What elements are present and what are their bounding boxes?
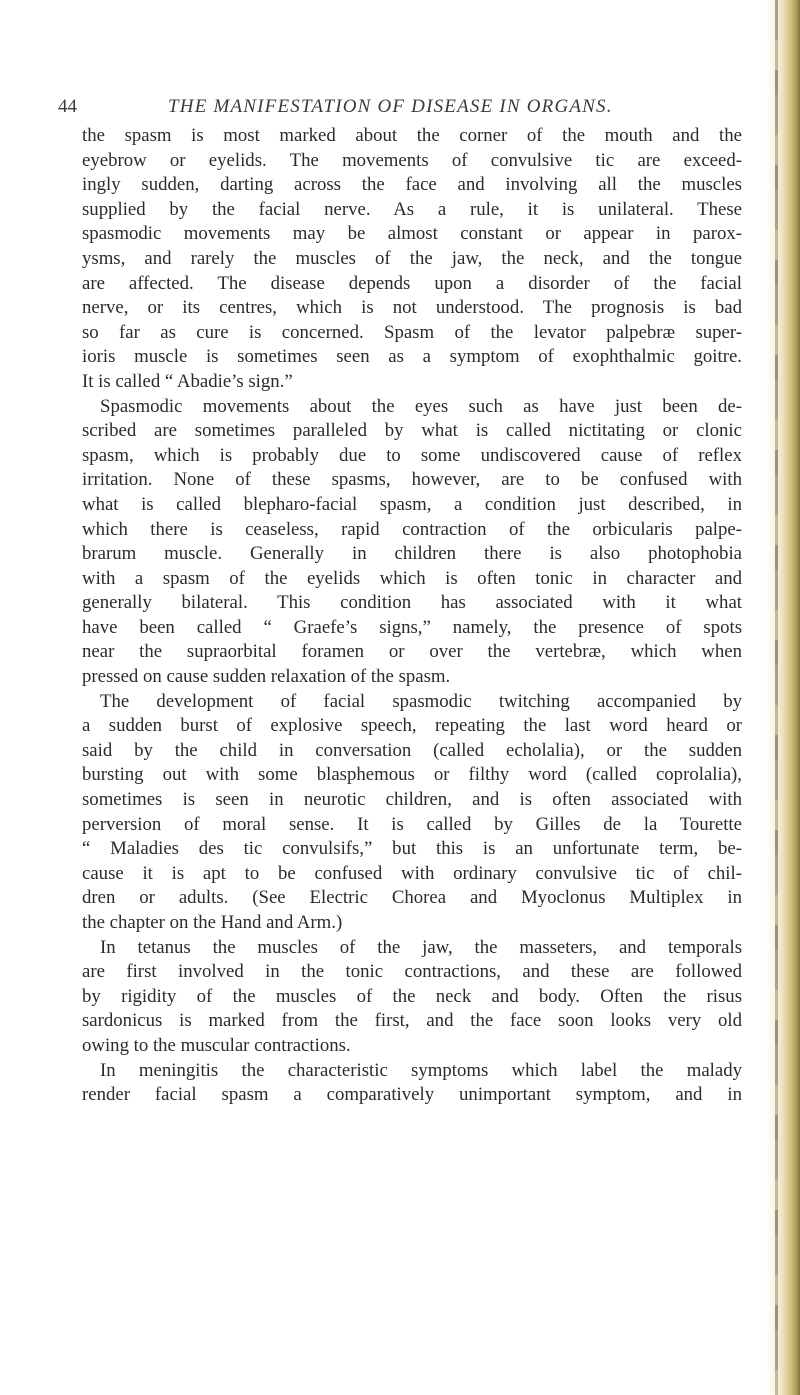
- text-line: the chapter on the Hand and Arm.): [82, 912, 343, 933]
- text-line: so far as cure is concerned. Spasm of the levator palpebræ super-: [82, 321, 742, 343]
- text-line: “ Maladies des tic convulsifs,” but this is an unfortunate term, be-: [82, 838, 742, 860]
- text-line: ioris muscle is sometimes seen as a symptom of exophthalmic goitre.: [82, 346, 742, 368]
- text-line: eyebrow or eyelids. The movements of convulsive tic are exceed-: [82, 149, 742, 171]
- page-number: 44: [58, 96, 77, 117]
- text-line: owing to the muscular contractions.: [82, 1034, 351, 1056]
- binding-shadow: [775, 0, 778, 1395]
- text-line: which there is ceaseless, rapid contraction of the orbicularis palpe-: [82, 518, 742, 540]
- text-line: pressed on cause sudden relaxation of the spasm.: [82, 666, 451, 688]
- text-line: a sudden burst of explosive speech, repeating the last word heard or: [82, 715, 742, 737]
- text-line: dren or adults. (See Electric Chorea and Myoclonus Multiplex in: [82, 887, 742, 909]
- text-line: spasmodic movements may be almost constant or appear in parox-: [82, 223, 742, 245]
- text-line: brarum muscle. Generally in children there is also photophobia: [82, 543, 742, 565]
- text-line: are first involved in the tonic contractions, and these are followed: [82, 961, 742, 983]
- running-head: THE MANIFESTATION OF DISEASE IN ORGANS.: [168, 96, 613, 117]
- text-line: Spasmodic movements about the eyes such as have just been de-: [100, 395, 742, 417]
- page-header: [58, 96, 748, 126]
- text-line: the spasm is most marked about the corner of the mouth and the: [82, 125, 742, 146]
- text-line: sometimes is seen in neurotic children, and is often associated with: [82, 789, 742, 811]
- text-line: by rigidity of the muscles of the neck and body. Often the risus: [82, 985, 742, 1007]
- text-line: In tetanus the muscles of the jaw, the masseters, and temporals: [100, 936, 742, 958]
- text-line: The development of facial spasmodic twitching accompanied by: [100, 690, 742, 712]
- text-line: ysms, and rarely the muscles of the jaw, the neck, and the tongue: [82, 247, 742, 269]
- book-binding-edge: [766, 0, 800, 1395]
- text-line: said by the child in conversation (called echolalia), or the sudden: [82, 739, 742, 761]
- text-line: cause it is apt to be confused with ordinary convulsive tic of chil-: [82, 862, 742, 884]
- text-line: generally bilateral. This condition has associated with it what: [82, 592, 742, 614]
- text-line: are affected. The disease depends upon a disorder of the facial: [82, 272, 742, 294]
- text-line: irritation. None of these spasms, however, are to be confused with: [82, 469, 742, 491]
- text-line: nerve, or its centres, which is not understood. The prognosis is bad: [82, 297, 742, 319]
- text-line: near the supraorbital foramen or over the vertebræ, which when: [82, 641, 742, 663]
- text-line: supplied by the facial nerve. As a rule, it is unilateral. These: [82, 198, 742, 220]
- text-line: ingly sudden, darting across the face and involving all the muscles: [82, 174, 742, 196]
- text-line: spasm, which is probably due to some undiscovered cause of reflex: [82, 444, 742, 466]
- text-line: perversion of moral sense. It is called by Gilles de la Tourette: [82, 813, 742, 835]
- text-line: It is called “ Abadie’s sign.”: [82, 370, 293, 392]
- text-line: render facial spasm a comparatively unimportant symptom, and in: [82, 1084, 742, 1106]
- text-line: sardonicus is marked from the first, and the face soon looks very old: [82, 1010, 742, 1032]
- text-line: with a spasm of the eyelids which is often tonic in character and: [82, 567, 742, 589]
- text-line: what is called blepharo-facial spasm, a condition just described, in: [82, 493, 742, 515]
- text-line: In meningitis the characteristic symptoms which label the malady: [100, 1059, 742, 1081]
- text-line: bursting out with some blasphemous or filthy word (called coprolalia),: [82, 764, 742, 786]
- text-line: have been called “ Graefe’s signs,” namely, the presence of spots: [82, 616, 742, 638]
- text-line: scribed are sometimes paralleled by what is called nictitating or clonic: [82, 420, 742, 442]
- body-text: [82, 124, 742, 1108]
